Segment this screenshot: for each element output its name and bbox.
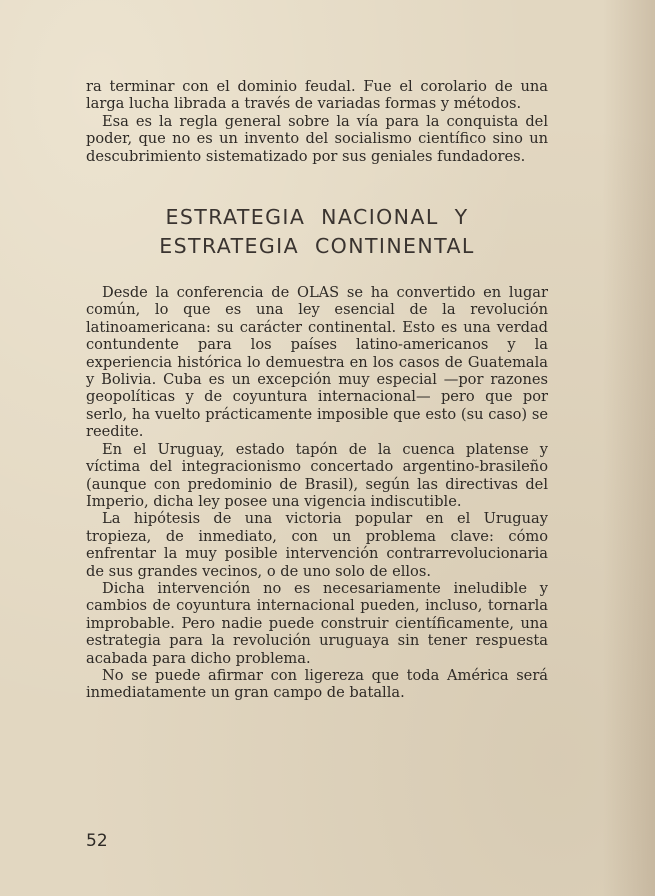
- continued-section: [86, 78, 548, 165]
- heading-line-2: ESTRATEGIA CONTINENTAL: [159, 234, 475, 259]
- paragraph: No se puede afirmar con ligereza que toda América será inmediatamente un gran campo de batalla.: [86, 666, 548, 702]
- paragraph-continued: ra terminar con el dominio feudal. Fue el corolario de una larga lucha librada a través de variadas formas y métodos.: [86, 78, 548, 113]
- page-number: 52: [86, 831, 108, 851]
- heading-line-1: ESTRATEGIA NACIONAL Y: [165, 205, 469, 230]
- page-text: [86, 78, 548, 702]
- paragraph: Desde la conferencia de OLAS se ha convertido en lugar común, lo que es una ley esencial de la revolución latinoamericana: su carácter continental. Esto es una verdad contundente para los países latino-americanos y la experiencia histórica lo demuestra en los casos de Guatemala y Bolivia. Cuba es un excepción muy especial —por razones geopolíticas y de coyuntura internacional— pero que por serlo, ha vuelto prácticamente imposible que esto (su caso) se reedite.: [86, 284, 548, 441]
- paragraph: Esa es la regla general sobre la vía para la conquista del poder, que no es un invento del socialismo científico sino un descubrimiento sistematizado por sus geniales fundadores.: [86, 112, 548, 165]
- paragraph: En el Uruguay, estado tapón de la cuenca platense y víctima del integracionismo concertado argentino-brasileño (aunque con predominio de Brasil), según las directivas del Imperio, dicha ley posee una vigencia indiscutible.: [86, 440, 548, 510]
- paragraph: Dicha intervención no es necesariamente ineludible y cambios de coyuntura internacional pueden, incluso, tornarla improbable. Pero nadie puede construir científicamente, una estrategia para la revolución uruguaya sin tener respuesta acabada para dicho problema.: [86, 579, 548, 667]
- section-heading: [86, 203, 548, 261]
- section-body: [86, 284, 548, 702]
- paragraph: La hipótesis de una victoria popular en el Uruguay tropieza, de inmediato, con un problema clave: cómo enfrentar la muy posible intervención contrarrevolucionaria de sus grandes vecinos, o de uno solo de ellos.: [86, 510, 548, 580]
